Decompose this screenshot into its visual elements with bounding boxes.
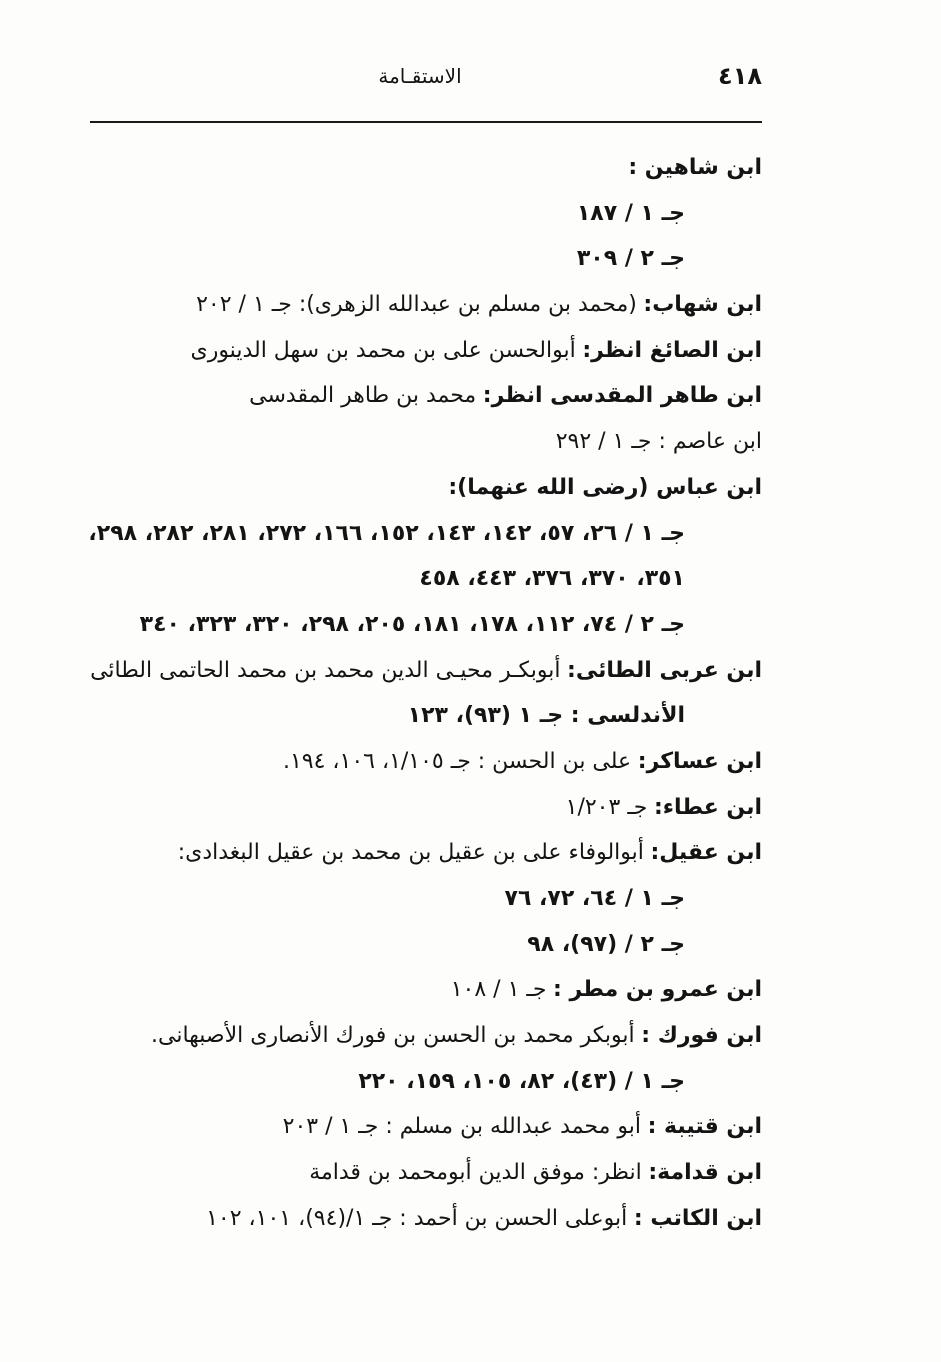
entry-text: على بن الحسن : جـ ١/١٠٥، ١٠٦، ١٩٤. bbox=[282, 748, 632, 774]
index-entry bbox=[90, 648, 762, 694]
index-entry bbox=[90, 328, 762, 374]
index-entry bbox=[90, 739, 762, 785]
page-number: ٤١٨ bbox=[718, 62, 762, 90]
entry-text: أبوالحسن على بن محمد بن سهل الدينورى bbox=[190, 337, 576, 363]
index-entry bbox=[90, 967, 762, 1013]
entry-text: أبوالوفاء على بن عقيل بن محمد بن عقيل البغدادى: bbox=[177, 840, 644, 866]
page-header bbox=[90, 56, 762, 96]
entry-reference-line: جـ ١ / ٢٦، ٥٧، ١٤٢، ١٤٣، ١٥٢، ١٦٦، ٢٧٢، ٢٨١، ٢٨٢، ٢٩٨، bbox=[88, 520, 685, 546]
entry-reference-line: جـ ١ / ١٨٧ bbox=[576, 200, 685, 226]
entry-reference-line: جـ ٢ / (٩٧)، ٩٨ bbox=[527, 931, 685, 957]
running-title: الاستقـامة bbox=[378, 64, 462, 88]
header-rule bbox=[90, 121, 762, 123]
entry-text: أبوعلى الحسن بن أحمد : جـ ١/(٩٤)، ١٠١، ١٠٢ bbox=[206, 1205, 628, 1231]
index-entry bbox=[90, 1150, 762, 1196]
entry-text: جـ ١/٢٠٣ bbox=[565, 794, 648, 820]
index-entry bbox=[90, 282, 762, 328]
entry-name: ابن الكاتب : bbox=[633, 1205, 762, 1231]
entry-reference-line: جـ ٢ / ٧٤، ١١٢، ١٧٨، ١٨١، ٢٠٥، ٢٩٨، ٣٢٠، ٣٢٣، ٣٤٠ bbox=[139, 611, 685, 637]
index-entry bbox=[90, 145, 762, 191]
entry-reference-line: جـ ١ / (٤٣)، ٨٢، ١٠٥، ١٥٩، ٢٢٠ bbox=[358, 1068, 685, 1094]
index-entry bbox=[90, 419, 762, 465]
entry-name: ابن شاهين : bbox=[628, 155, 762, 180]
index-entry bbox=[90, 1104, 762, 1150]
index-entry bbox=[90, 373, 762, 419]
entry-name: ابن عساكر: bbox=[637, 748, 762, 774]
entry-name: ابن عربى الطائى: bbox=[567, 657, 762, 683]
entry-reference-line: الأندلسى : جـ ١ (٩٣)، ١٢٣ bbox=[407, 703, 685, 729]
entry-text: أبوبكـر محيـى الدين محمد بن محمد الحاتمى الطائى bbox=[90, 657, 561, 683]
index-entry bbox=[90, 830, 762, 876]
index-entry bbox=[90, 1196, 762, 1242]
index-entry bbox=[90, 465, 762, 511]
entry-name: ابن طاهر المقدسى انظر: bbox=[482, 383, 762, 409]
entry-reference-line: ٣٥١، ٣٧٠، ٣٧٦، ٤٤٣، ٤٥٨ bbox=[419, 566, 685, 592]
entry-text: أبوبكر محمد بن الحسن بن فورك الأنصارى الأصبهانى. bbox=[150, 1023, 635, 1049]
entry-reference-line: جـ ١ / ٦٤، ٧٢، ٧٦ bbox=[504, 886, 685, 911]
entry-text: انظر: موفق الدين أبومحمد بن قدامة bbox=[309, 1160, 642, 1186]
entry-text: محمد بن طاهر المقدسى bbox=[249, 383, 477, 409]
entry-name: ابن عمرو بن مطر : bbox=[553, 977, 762, 1003]
entry-text: ابن عاصم : جـ ١ / ٢٩٢ bbox=[555, 429, 762, 455]
entry-name: ابن قتيبة : bbox=[647, 1114, 762, 1140]
entry-name: ابن الصائغ انظر: bbox=[582, 337, 762, 363]
entry-reference-line: جـ ٢ / ٣٠٩ bbox=[576, 246, 685, 272]
index-entry bbox=[90, 785, 762, 831]
entry-text: أبو محمد عبدالله بن مسلم : جـ ١ / ٢٠٣ bbox=[282, 1114, 641, 1140]
entry-name: ابن قدامة: bbox=[648, 1160, 762, 1186]
entry-text: (محمد بن مسلم بن عبدالله الزهرى): جـ ١ / ٢٠٢ bbox=[196, 292, 637, 318]
entry-name: ابن شهاب: bbox=[643, 292, 762, 318]
entry-name: ابن عطاء: bbox=[653, 794, 762, 820]
entry-name: ابن فورك : bbox=[641, 1023, 762, 1049]
entry-name: ابن عباس (رضى الله عنهما): bbox=[448, 474, 762, 500]
entry-text: جـ ١ / ١٠٨ bbox=[450, 977, 547, 1003]
entry-name: ابن عقيل: bbox=[650, 840, 762, 866]
index-entry bbox=[90, 1013, 762, 1059]
index-list bbox=[90, 145, 762, 1242]
